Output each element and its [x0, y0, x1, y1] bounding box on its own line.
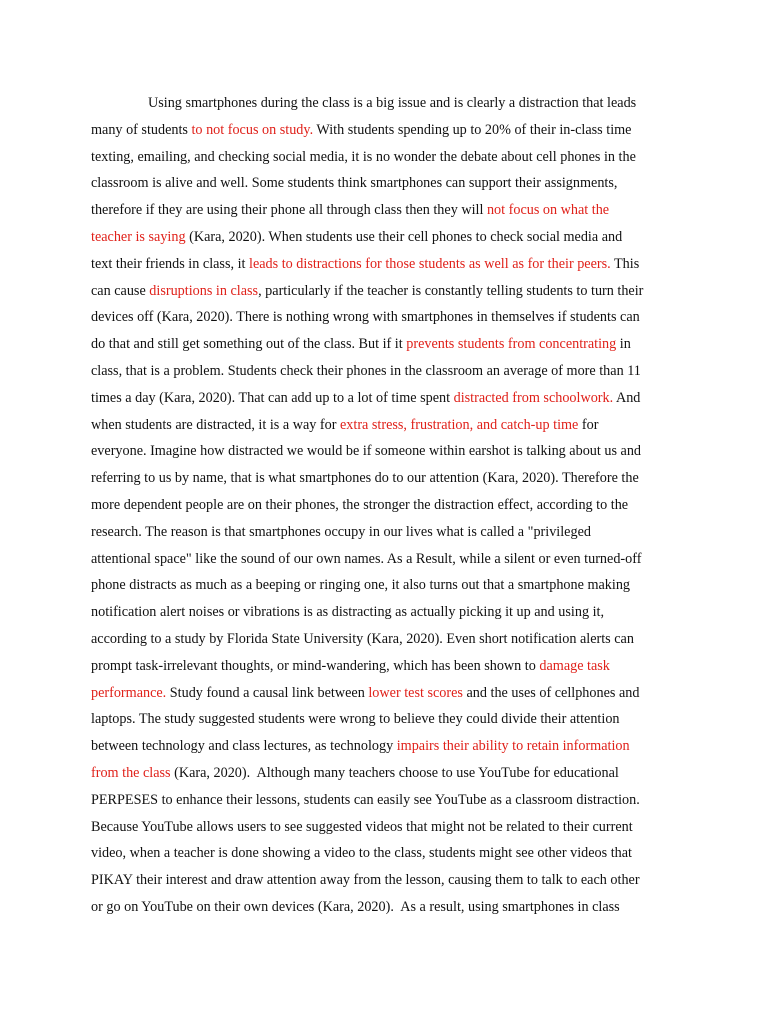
text-line	[91, 170, 691, 197]
text-line	[91, 572, 691, 599]
text-segment: texting, emailing, and checking social media, it is no wonder the debate about cell phones in the	[91, 148, 636, 165]
text-segment: referring to us by name, that is what smartphones do to our attention (Kara, 2020). Therefore the	[91, 470, 639, 487]
text-segment: when students are distracted, it is a way for	[91, 416, 340, 433]
text-segment: more dependent people are on their phones, the stronger the distraction effect, according to the	[91, 496, 629, 513]
text-line	[91, 331, 691, 358]
highlighted-text: impairs their ability to retain information	[396, 738, 630, 755]
highlighted-text: performance.	[91, 684, 167, 701]
text-line	[91, 358, 691, 385]
text-line	[91, 90, 691, 117]
text-segment: for	[578, 416, 599, 433]
text-segment: notification alert noises or vibrations is as distracting as actually picking it up and using it,	[91, 604, 605, 621]
highlighted-text: prevents students from concentrating	[406, 336, 617, 353]
text-line	[91, 653, 691, 680]
text-segment: laptops. The study suggested students were wrong to believe they could divide their attention	[91, 711, 620, 728]
text-line	[91, 251, 691, 278]
text-line	[91, 117, 691, 144]
text-line	[91, 519, 691, 546]
text-line	[91, 224, 691, 251]
highlighted-text: from the class	[91, 764, 171, 781]
highlighted-text: to not focus on study.	[191, 121, 314, 138]
text-segment: many of students	[91, 121, 192, 138]
text-segment: Using smartphones during the class is a big issue and is clearly a distraction that leads	[148, 95, 637, 111]
highlighted-text: distracted from schoolwork.	[453, 389, 614, 406]
text-line	[91, 492, 691, 519]
text-line	[91, 465, 691, 492]
text-segment: therefore if they are using their phone all through class then they will	[91, 202, 487, 219]
text-segment: (Kara, 2020). Although many teachers choose to use YouTube for educational	[170, 764, 619, 781]
text-segment: Because YouTube allows users to see suggested videos that might not be related to their current	[91, 818, 633, 835]
text-segment: devices off (Kara, 2020). There is nothing wrong with smartphones in themselves if students can	[91, 309, 640, 326]
text-segment: do that and still get something out of the class. But if it	[91, 336, 407, 353]
text-segment: research. The reason is that smartphones occupy in our lives what is called a "privileged	[91, 523, 591, 540]
text-segment: And	[613, 389, 641, 406]
text-segment: video, when a teacher is done showing a video to the class, students might see other videos that	[91, 845, 632, 862]
highlighted-text: leads to distractions for those students as well as for their peers.	[249, 255, 611, 272]
text-segment: in	[616, 336, 631, 353]
highlighted-text: not focus on what the	[486, 202, 610, 219]
text-line	[91, 706, 691, 733]
text-line	[91, 304, 691, 331]
text-line	[91, 680, 691, 707]
text-segment: This	[610, 255, 640, 272]
text-line	[91, 787, 691, 814]
text-segment: attentional space" like the sound of our own names. As a Result, while a silent or even turned-off	[91, 550, 642, 567]
text-segment: between technology and class lectures, as technology	[91, 738, 397, 755]
text-segment: PERPESES to enhance their lessons, students can easily see YouTube as a classroom distraction.	[91, 791, 640, 808]
text-line	[91, 840, 691, 867]
text-segment: can cause	[91, 282, 150, 299]
text-segment: Study found a causal link between	[166, 684, 369, 701]
text-line	[91, 814, 691, 841]
text-segment: or go on YouTube on their own devices (Kara, 2020). As a result, using smartphones in class	[91, 898, 620, 915]
text-line	[91, 197, 691, 224]
text-segment: , particularly if the teacher is constantly telling students to turn their	[258, 282, 644, 299]
text-segment: PIKAY their interest and draw attention away from the lesson, causing them to talk to each other	[91, 872, 640, 889]
text-line	[91, 599, 691, 626]
body-paragraph	[91, 90, 691, 921]
text-line	[91, 546, 691, 573]
text-line	[91, 733, 691, 760]
text-line	[91, 278, 691, 305]
text-line	[91, 894, 691, 921]
highlighted-text: extra stress, frustration, and catch-up time	[340, 416, 579, 433]
text-line	[91, 626, 691, 653]
text-segment: With students spending up to 20% of their in-class time	[313, 121, 632, 138]
highlighted-text: damage task	[539, 657, 610, 674]
text-segment: and the uses of cellphones and	[462, 684, 640, 701]
text-segment: according to a study by Florida State University (Kara, 2020). Even short notification alerts can	[91, 630, 634, 647]
text-segment: class, that is a problem. Students check their phones in the classroom an average of more than 11	[91, 362, 641, 379]
highlighted-text: lower test scores	[368, 684, 463, 701]
text-segment: everyone. Imagine how distracted we would be if someone within earshot is talking about us and	[91, 443, 642, 460]
text-line	[91, 438, 691, 465]
highlighted-text: disruptions in class	[149, 282, 259, 299]
text-line	[91, 867, 691, 894]
text-segment: text their friends in class, it	[91, 255, 249, 272]
text-line	[91, 144, 691, 171]
text-segment: prompt task-irrelevant thoughts, or mind-wandering, which has been shown to	[91, 657, 540, 674]
text-line	[91, 385, 691, 412]
text-segment: classroom is alive and well. Some students think smartphones can support their assignments,	[91, 175, 618, 192]
text-line	[91, 760, 691, 787]
text-segment: times a day (Kara, 2020). That can add up to a lot of time spent	[91, 389, 454, 406]
text-segment: phone distracts as much as a beeping or ringing one, it also turns out that a smartphone making	[91, 577, 631, 594]
text-line	[91, 412, 691, 439]
highlighted-text: teacher is saying	[91, 228, 186, 245]
text-segment: (Kara, 2020). When students use their cell phones to check social media and	[185, 228, 623, 245]
